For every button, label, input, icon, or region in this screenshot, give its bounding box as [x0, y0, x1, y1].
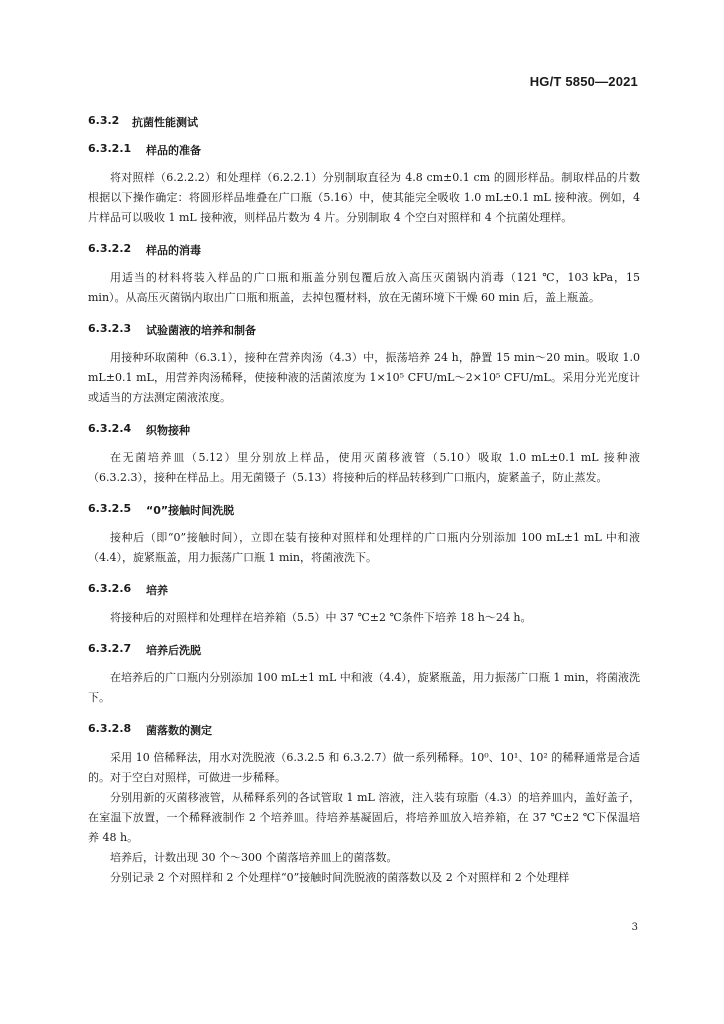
- section-heading: [88, 722, 640, 736]
- page-number: 3: [631, 922, 638, 933]
- section-number: 6.3.2.2: [88, 242, 132, 255]
- section-heading: [88, 502, 640, 516]
- body-paragraph: 在培养后的广口瓶内分别添加 100 mL±1 mL 中和液（4.4），旋紧瓶盖，用力振荡广口瓶 1 min，将菌液洗下。: [88, 671, 640, 704]
- section-title: 抗菌性能测试: [132, 116, 198, 129]
- section-title: 试验菌液的培养和制备: [146, 324, 256, 337]
- section-title: 样品的消毒: [146, 244, 201, 257]
- section-heading: [88, 142, 640, 156]
- section-title: 样品的准备: [146, 144, 201, 157]
- body-paragraph: 采用 10 倍稀释法，用水对洗脱液（6.3.2.5 和 6.3.2.7）做一系列稀释。10⁰、10¹、10² 的稀释通常是合适的。对于空白对照样，可做进一步稀释。: [88, 751, 640, 784]
- standard-code: HG/T 5850—2021: [529, 74, 638, 89]
- section-number: 6.3.2.8: [88, 722, 132, 735]
- section-title: 菌落数的测定: [146, 724, 212, 737]
- section-title: 培养后洗脱: [146, 644, 201, 657]
- body-paragraph: 在无菌培养皿（5.12）里分别放上样品，使用灭菌移液管（5.10）吸取 1.0 mL±0.1 mL 接种液（6.3.2.3），接种在样品上。用无菌镊子（5.13）将接种后的样品转移到广口瓶内，旋紧盖子，防止蒸发。: [88, 451, 640, 484]
- section-title: 织物接种: [146, 424, 190, 437]
- section-title: “0”接触时间洗脱: [146, 504, 235, 517]
- section-number: 6.3.2.3: [88, 322, 132, 335]
- section-heading: [88, 242, 640, 256]
- section-heading: [88, 322, 640, 336]
- section-heading: [88, 642, 640, 656]
- section-number: 6.3.2.1: [88, 142, 132, 155]
- body-paragraph: 分别记录 2 个对照样和 2 个处理样“0”接触时间洗脱液的菌落数以及 2 个对照样和 2 个处理样: [110, 871, 570, 884]
- section-number: 6.3.2.4: [88, 422, 132, 435]
- section-heading: [88, 422, 640, 436]
- body-paragraph: 培养后，计数出现 30 个～300 个菌落培养皿上的菌落数。: [110, 851, 398, 864]
- section-heading: [88, 114, 640, 128]
- body-paragraph: 将接种后的对照样和处理样在培养箱（5.5）中 37 ℃±2 ℃条件下培养 18 h～24 h。: [110, 611, 532, 624]
- section-number: 6.3.2.6: [88, 582, 132, 595]
- section-heading: [88, 582, 640, 596]
- body-paragraph: 接种后（即“0”接触时间），立即在装有接种对照样和处理样的广口瓶内分别添加 100 mL±1 mL 中和液（4.4），旋紧瓶盖，用力振荡广口瓶 1 min，将菌液洗下。: [88, 531, 640, 564]
- section-number: 6.3.2.7: [88, 642, 132, 655]
- body-paragraph: 分别用新的灭菌移液管，从稀释系列的各试管取 1 mL 溶液，注入装有琼脂（4.3）的培养皿内，盖好盖子，在室温下放置，一个稀释液制作 2 个培养皿。待培养基凝固后，将培养皿放入培养箱，在 37 ℃±2 ℃下保温培养 48 h。: [88, 791, 640, 844]
- body-paragraph: 用适当的材料将装入样品的广口瓶和瓶盖分别包覆后放入高压灭菌锅内消毒（121 ℃，103 kPa，15 min）。从高压灭菌锅内取出广口瓶和瓶盖，去掉包覆材料，放在无菌环境下干燥 60 min 后，盖上瓶盖。: [88, 271, 640, 304]
- section-number: 6.3.2: [88, 114, 120, 127]
- document-body: [88, 106, 640, 888]
- section-title: 培养: [146, 584, 168, 597]
- body-paragraph: 将对照样（6.2.2.2）和处理样（6.2.2.1）分别制取直径为 4.8 cm±0.1 cm 的圆形样品。制取样品的片数根据以下操作确定：将圆形样品堆叠在广口瓶（5.16）中，使其能完全吸收 1.0 mL±0.1 mL 接种液。例如，4 片样品可以吸收 1 mL 接种液，则样品片数为 4 片。分别制取 4 个空白对照样和 4 个抗菌处理样。: [88, 171, 640, 224]
- body-paragraph: 用接种环取菌种（6.3.1），接种在营养肉汤（4.3）中，振荡培养 24 h，静置 15 min～20 min。吸取 1.0 mL±0.1 mL，用营养肉汤稀释，使接种液的活菌浓度为 1×10⁵ CFU/mL～2×10⁵ CFU/mL。采用分光光度计或适当的方法测定菌液浓度。: [88, 351, 640, 404]
- section-number: 6.3.2.5: [88, 502, 132, 515]
